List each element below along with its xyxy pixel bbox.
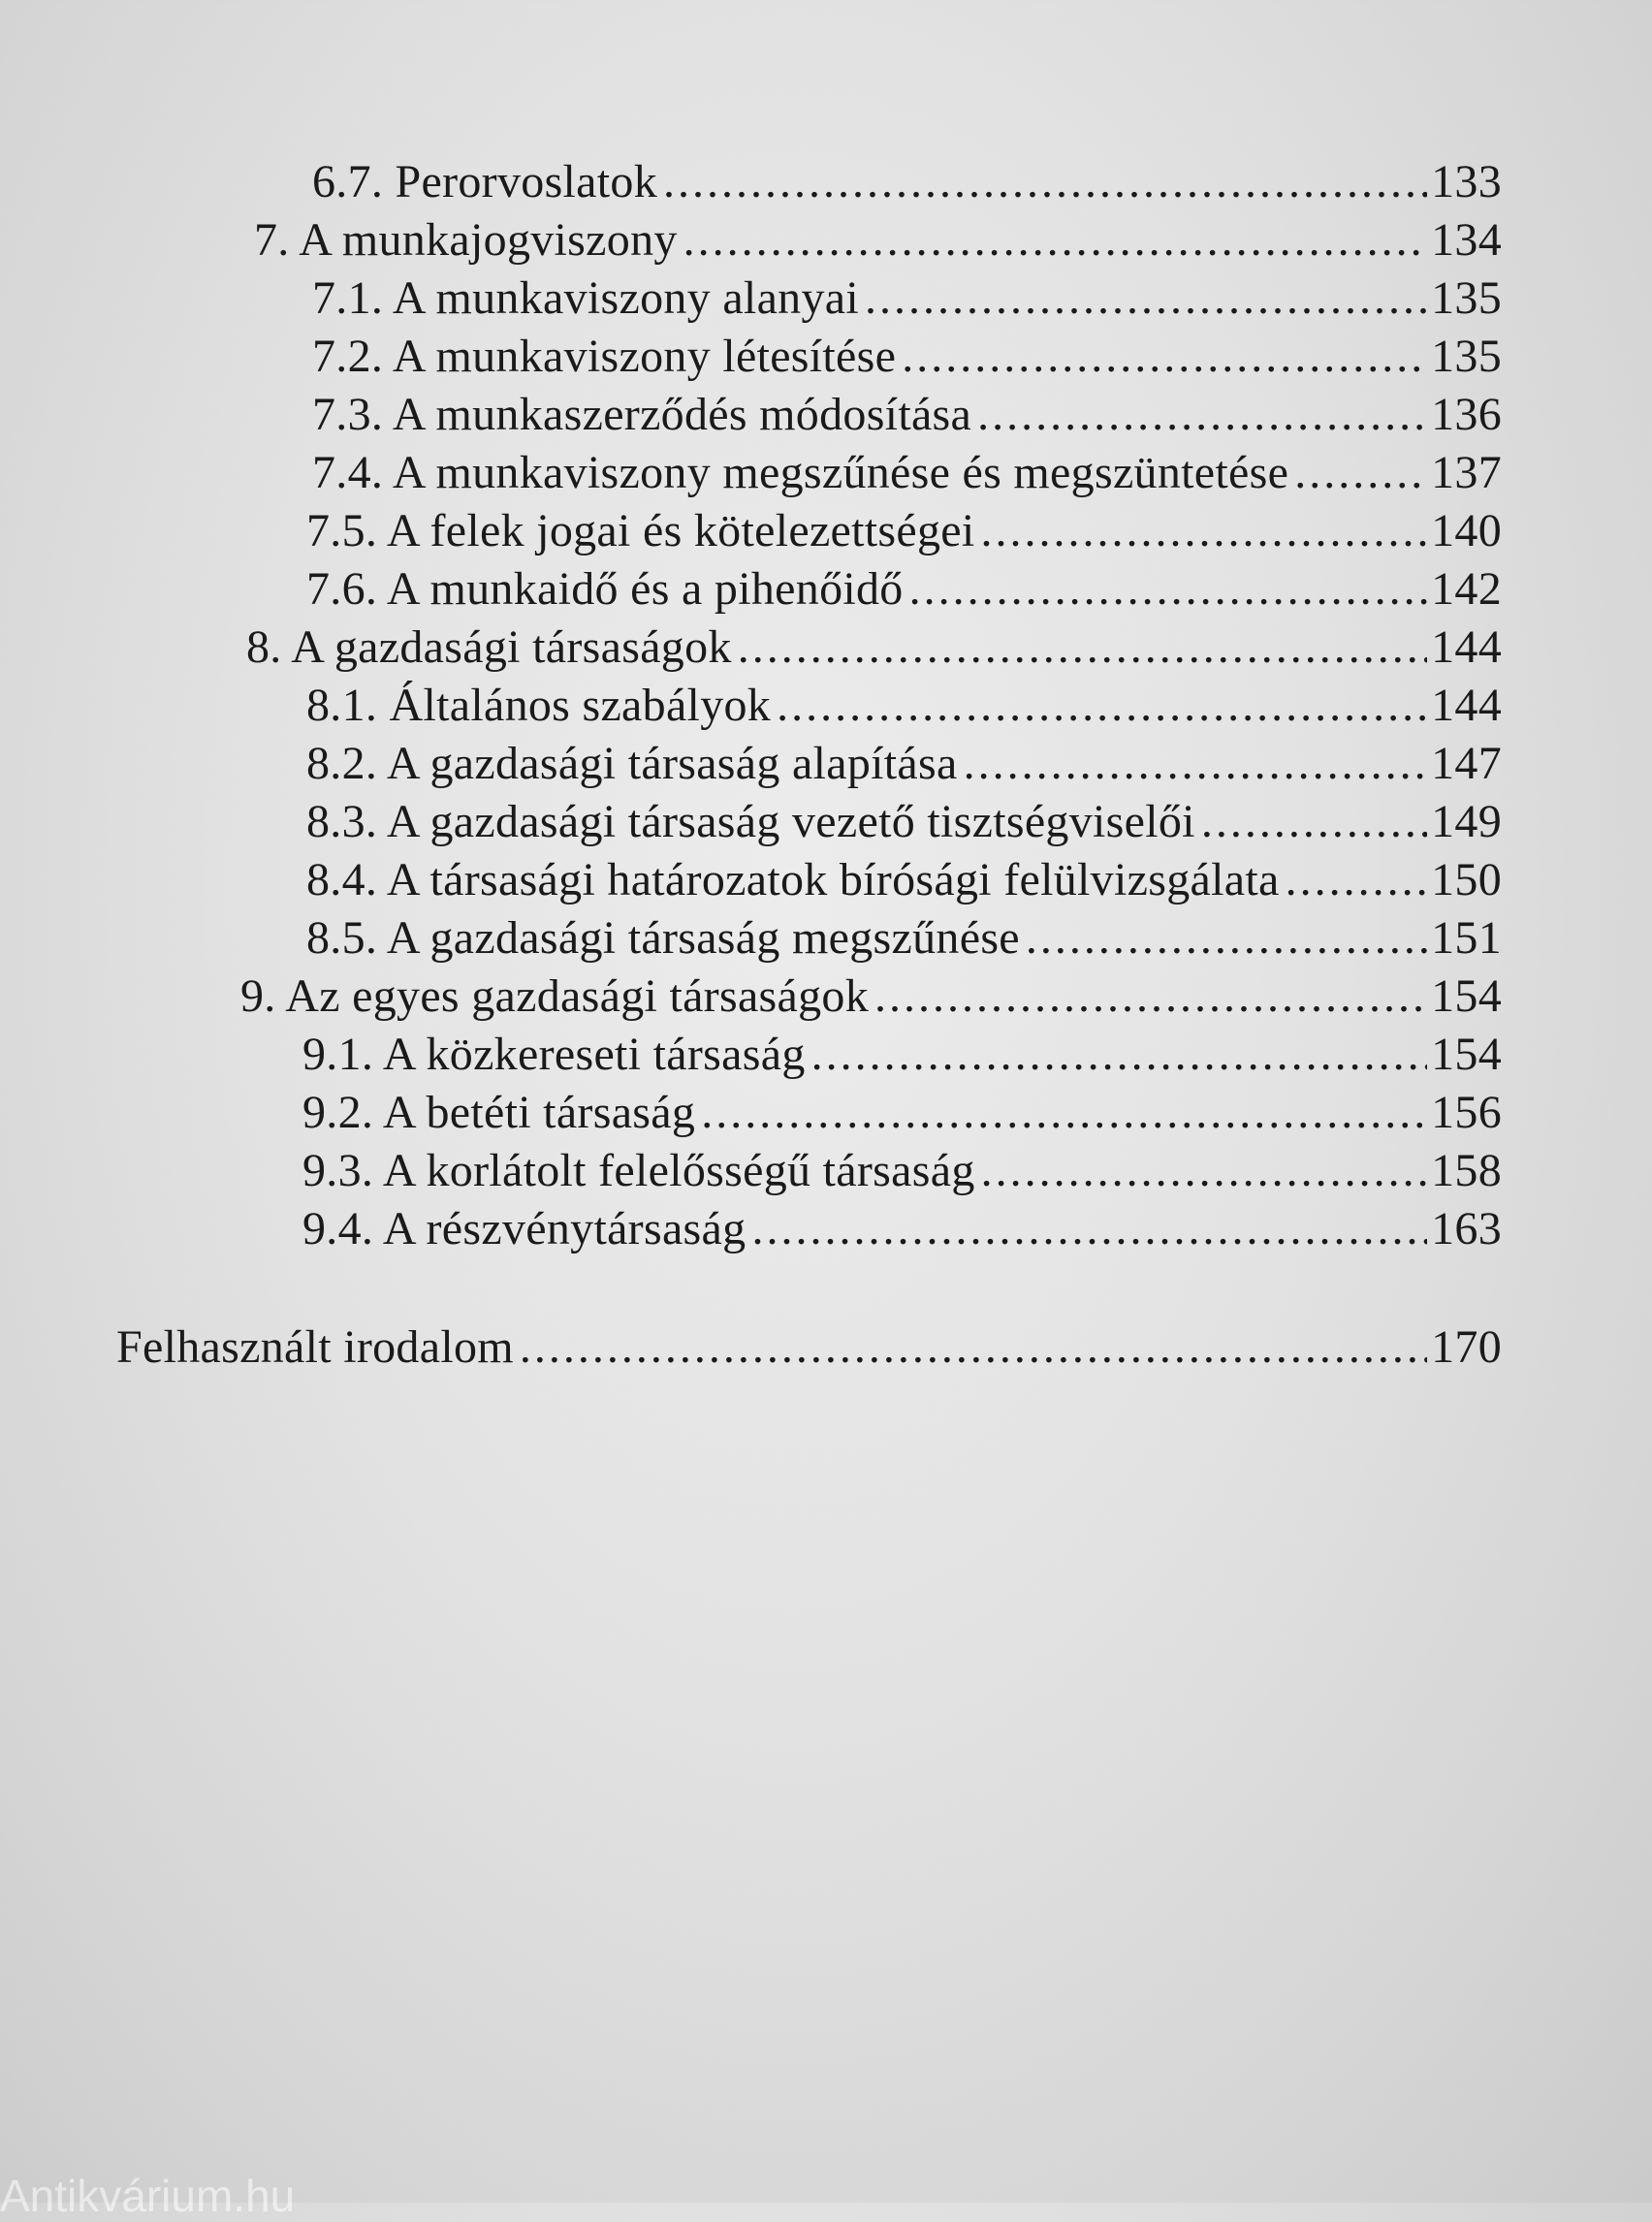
toc-entry-label: 7.6. A munkaidő és a pihenőidő xyxy=(306,563,904,615)
toc-dot-leader xyxy=(683,213,1427,268)
toc-entry xyxy=(254,213,1502,268)
toc-dot-leader xyxy=(520,1320,1427,1375)
toc-dot-leader xyxy=(981,1144,1427,1198)
toc-entry-label: 6.7. Perorvoslatok xyxy=(312,156,658,207)
toc-entry-label: 7.3. A munkaszerződés módosítása xyxy=(312,389,972,440)
toc-entry xyxy=(306,737,1502,791)
toc-entry xyxy=(306,562,1502,617)
toc-entry-page: 156 xyxy=(1431,1087,1502,1138)
toc-entry xyxy=(302,1202,1502,1256)
toc-entry-page: 154 xyxy=(1431,970,1502,1022)
toc-entry xyxy=(240,969,1502,1024)
toc-entry xyxy=(302,1086,1502,1140)
toc-entry-page: 135 xyxy=(1431,272,1502,324)
toc-dot-leader xyxy=(701,1086,1427,1140)
toc-dot-leader xyxy=(1201,795,1427,849)
toc-entry xyxy=(312,330,1502,384)
toc-entry-label: 8.3. A gazdasági társaság vezető tisztségviselői xyxy=(306,796,1195,847)
toc-entry-page: 154 xyxy=(1431,1029,1502,1080)
toc-entry-label: 7.5. A felek jogai és kötelezettségei xyxy=(306,505,975,556)
toc-entry-page: 136 xyxy=(1431,389,1502,440)
toc-entry-page: 149 xyxy=(1431,796,1502,847)
toc-entry-label: 9. Az egyes gazdasági társaságok xyxy=(240,970,870,1022)
toc-entry-page: 163 xyxy=(1431,1203,1502,1254)
toc-entry xyxy=(306,911,1502,966)
toc-entry xyxy=(306,795,1502,849)
toc-entry xyxy=(312,155,1502,209)
toc-entry-label: Felhasznált irodalom xyxy=(116,1321,514,1373)
toc-dot-leader xyxy=(865,271,1427,326)
toc-entry xyxy=(306,853,1502,907)
toc-dot-leader xyxy=(738,620,1427,675)
toc-entry-page: 150 xyxy=(1431,854,1502,905)
toc-entry-label: 9.1. A közkereseti társaság xyxy=(302,1029,806,1080)
toc-dot-leader xyxy=(909,562,1427,617)
toc-dot-leader xyxy=(964,737,1427,791)
toc-entry-page: 144 xyxy=(1431,621,1502,673)
toc-entry-label: 8.5. A gazdasági társaság megszűnése xyxy=(306,912,1020,964)
toc-entry-bibliography xyxy=(116,1320,1502,1375)
toc-entry xyxy=(302,1028,1502,1082)
toc-entry xyxy=(306,504,1502,558)
toc-dot-leader xyxy=(1286,853,1428,907)
toc-entry-page: 133 xyxy=(1431,156,1502,207)
toc-entry xyxy=(246,620,1502,675)
toc-entry xyxy=(302,1144,1502,1198)
toc-dot-leader xyxy=(1294,446,1427,500)
toc-entry-label: 7. A munkajogviszony xyxy=(254,214,678,266)
toc-dot-leader xyxy=(874,969,1427,1024)
toc-entry xyxy=(312,446,1502,500)
toc-dot-leader xyxy=(977,388,1427,442)
toc-entry-label: 8. A gazdasági társaságok xyxy=(246,621,732,673)
toc-dot-leader xyxy=(751,1202,1427,1256)
toc-entry xyxy=(306,679,1502,733)
toc-dot-leader xyxy=(663,155,1427,209)
toc-entry-page: 142 xyxy=(1431,563,1502,615)
toc-dot-leader xyxy=(777,679,1427,733)
toc-entry-page: 134 xyxy=(1431,214,1502,266)
toc-entry xyxy=(312,388,1502,442)
toc-entry-label: 7.1. A munkaviszony alanyai xyxy=(312,272,860,324)
toc-entry-page: 140 xyxy=(1431,505,1502,556)
toc-entry-page: 170 xyxy=(1431,1321,1502,1373)
toc-entry-label: 8.1. Általános szabályok xyxy=(306,680,772,731)
toc-entry-page: 144 xyxy=(1431,680,1502,731)
toc-entry-label: 7.4. A munkaviszony megszűnése és megszüntetése xyxy=(312,447,1289,498)
toc-entry-label: 9.4. A részvénytársaság xyxy=(302,1203,747,1254)
toc-entry-label: 8.2. A gazdasági társaság alapítása xyxy=(306,738,958,789)
toc-entry-page: 158 xyxy=(1431,1145,1502,1196)
toc-dot-leader xyxy=(811,1028,1427,1082)
toc-entry-label: 8.4. A társasági határozatok bírósági felülvizsgálata xyxy=(306,854,1280,905)
toc-dot-leader xyxy=(981,504,1428,558)
toc-dot-leader xyxy=(902,330,1427,384)
toc-entry-page: 137 xyxy=(1431,447,1502,498)
toc-dot-leader xyxy=(1026,911,1427,966)
toc-entry-label: 7.2. A munkaviszony létesítése xyxy=(312,331,897,382)
toc-entry-page: 135 xyxy=(1431,331,1502,382)
toc-entry-label: 9.3. A korlátolt felelősségű társaság xyxy=(302,1145,975,1196)
toc-entry xyxy=(312,271,1502,326)
toc-entry-label: 9.2. A betéti társaság xyxy=(302,1087,696,1138)
toc-entry-page: 147 xyxy=(1431,738,1502,789)
watermark: Antikvárium.hu xyxy=(0,2171,296,2221)
toc-entry-page: 151 xyxy=(1431,912,1502,964)
